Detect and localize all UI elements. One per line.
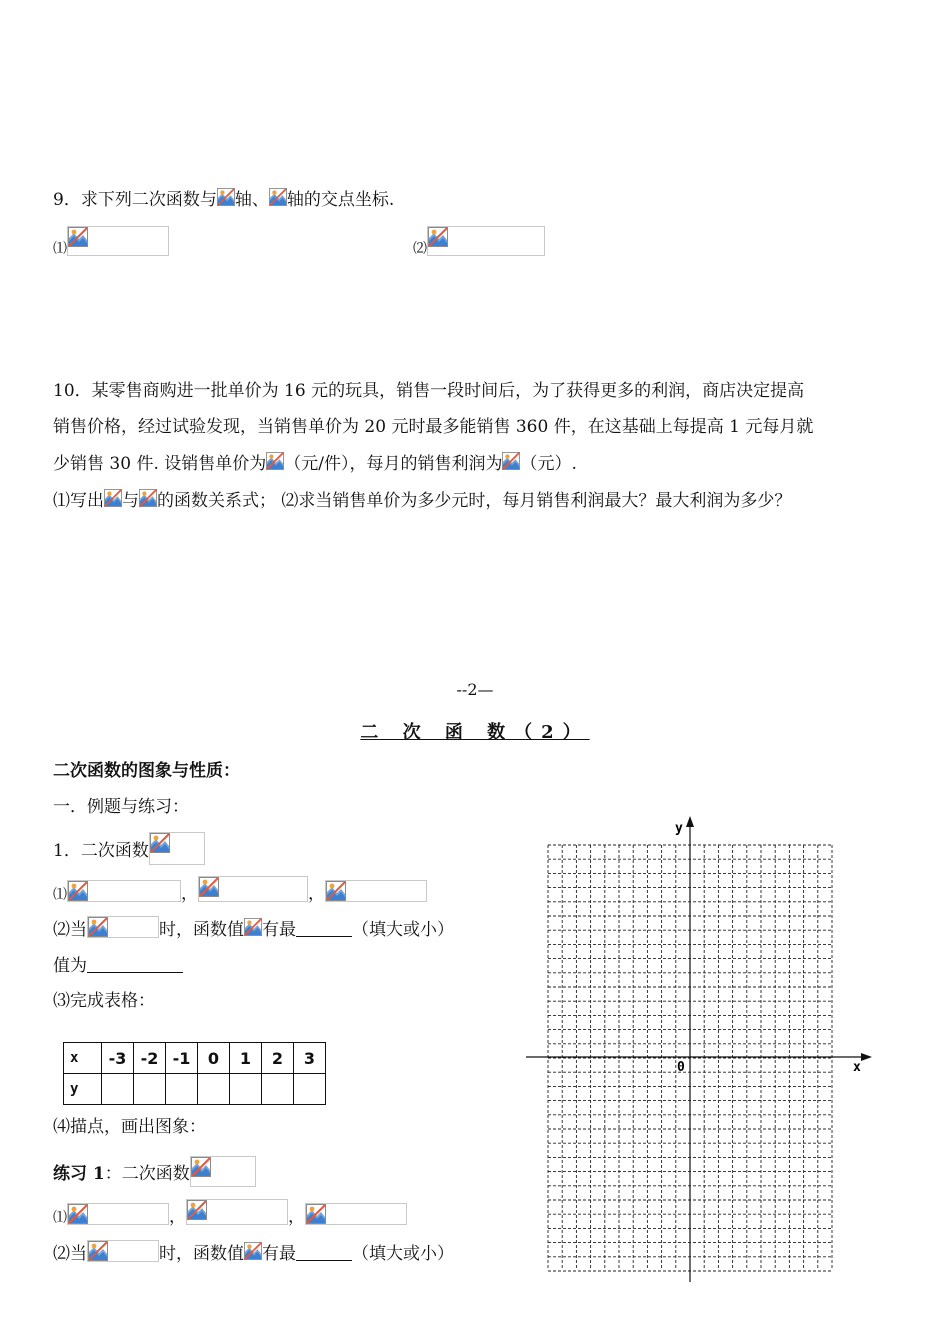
table-cell-x: -3 [102,1043,134,1074]
q10-line-3-a: 少销售 30 件. 设销售单价为 [53,454,267,474]
practice-1-part-2-c: 有最 [262,1244,296,1264]
practice-1-part-2-a: ⑵当 [53,1244,87,1264]
example-1-intro-text: 1．二次函数 [53,841,149,861]
comma: ， [308,884,325,904]
table-cell-x: 2 [262,1043,294,1074]
table-cell-x: 1 [230,1043,262,1074]
formula-image-icon [198,876,308,902]
q9-part-2 [413,226,545,260]
formula-image-icon [149,832,205,865]
formula-image-icon [190,1156,256,1187]
q9-text-after: 轴的交点坐标. [286,190,395,210]
example-1-part-2-c: 有最 [262,920,296,940]
q9-part-1 [53,226,169,260]
y-variable-image-icon [269,188,287,208]
origin-label: 0 [677,1060,685,1075]
x-axis-arrow-icon [861,1053,872,1061]
comma: ， [288,1207,305,1227]
formula-image-icon [325,880,427,902]
practice-1-part-2 [53,1240,454,1265]
q10-line-2: 销售价格，经过试验发现，当销售单价为 20 元时最多能销售 360 件，在这基础上每提高 1 元每月就 [53,417,814,437]
formula-image-icon [427,226,545,256]
table-row-x [64,1043,326,1074]
q10-line-1: 10．某零售商购进一批单价为 16 元的玩具，销售一段时间后，为了获得更多的利润，商店决定提高 [53,381,805,401]
q10-line-3-b: （元/件），每月的销售利润为 [284,454,503,474]
formula-image-icon [67,1203,169,1225]
formula-image-icon [87,1240,159,1262]
formula-image-icon [87,916,159,938]
x-axis-label: x [853,1060,861,1075]
example-1-part-2-b: 时，函数值 [159,920,244,940]
page-number: --2— [456,680,494,699]
y-axis-label: y [675,821,683,836]
section-title: 二 次 函 数（2） [360,722,590,743]
q10-line-4-a: ⑴写出 [53,491,104,511]
table-cell-x: 3 [294,1043,326,1074]
table-cell-x: -1 [166,1043,198,1074]
formula-image-icon [305,1203,407,1225]
question-9 [53,188,394,211]
x-variable-image-icon [139,489,157,509]
q9-text-before: 9．求下列二次函数与 [53,190,217,210]
q10-line-3-c: （元）. [520,454,577,474]
x-variable-image-icon [266,452,284,472]
x-variable-image-icon [217,188,235,208]
practice-1-part-2-d: （填大或小） [352,1244,454,1264]
practice-1-intro [53,1156,256,1187]
table-cell-y[interactable] [262,1074,294,1105]
table-cell-y[interactable] [102,1074,134,1105]
coordinate-grid [520,812,880,1287]
practice-1-part-2-b: 时，函数值 [159,1244,244,1264]
part-1-heading: 一．例题与练习： [53,797,189,817]
example-1-part-1 [53,876,427,906]
example-1-part-2-a: ⑵当 [53,920,87,940]
q9-part-2-label: ⑵ [413,241,427,257]
answer-blank[interactable] [296,918,352,937]
practice-1-intro-text: ：二次函数 [104,1164,190,1184]
q10-line-4-c: 的函数关系式； ⑵求当销售单价为多少元时，每月销售利润最大？最大利润为多少？ [157,491,792,511]
comma: ， [169,1207,186,1227]
table-cell-y[interactable] [230,1074,262,1105]
example-1-part-4: ⑷描点，画出图象： [53,1117,206,1137]
table-cell-x: -2 [134,1043,166,1074]
example-1-part-2-d: （填大或小） [352,920,454,940]
values-table-wrap [63,1042,326,1105]
q10-line-3 [53,452,577,475]
y-variable-image-icon [244,918,262,938]
table-cell-x: 0 [198,1043,230,1074]
practice-1-part-1-label: ⑴ [53,1210,67,1226]
formula-image-icon [67,226,169,256]
y-variable-image-icon [244,1242,262,1262]
q9-part-1-label: ⑴ [53,241,67,257]
table-header-x: x [64,1043,102,1074]
answer-blank[interactable] [87,954,183,973]
example-1-part-2 [53,916,454,941]
comma: ， [181,884,198,904]
q10-line-4-b: 与 [122,491,139,511]
q9-text-mid: 轴、 [234,190,269,210]
value-label: 值为 [53,956,87,976]
y-variable-image-icon [502,452,520,472]
table-cell-y[interactable] [134,1074,166,1105]
practice-1-label: 练习 1 [53,1164,105,1184]
section-title-wrap [0,718,950,744]
example-1-intro [53,832,205,865]
example-1-value-line [53,954,183,977]
y-axis-arrow-icon [686,816,694,827]
formula-image-icon [67,880,181,902]
practice-1-part-1 [53,1199,407,1229]
table-row-y [64,1074,326,1105]
subtitle: 二次函数的图象与性质： [53,761,240,781]
table-header-y: y [64,1074,102,1105]
table-cell-y[interactable] [198,1074,230,1105]
example-1-part-3: ⑶完成表格： [53,991,155,1011]
table-cell-y[interactable] [166,1074,198,1105]
answer-blank[interactable] [296,1242,352,1261]
formula-image-icon [186,1199,288,1225]
y-variable-image-icon [104,489,122,509]
example-1-part-1-label: ⑴ [53,887,67,903]
values-table [63,1042,326,1105]
table-cell-y[interactable] [294,1074,326,1105]
q10-line-4 [53,489,791,512]
